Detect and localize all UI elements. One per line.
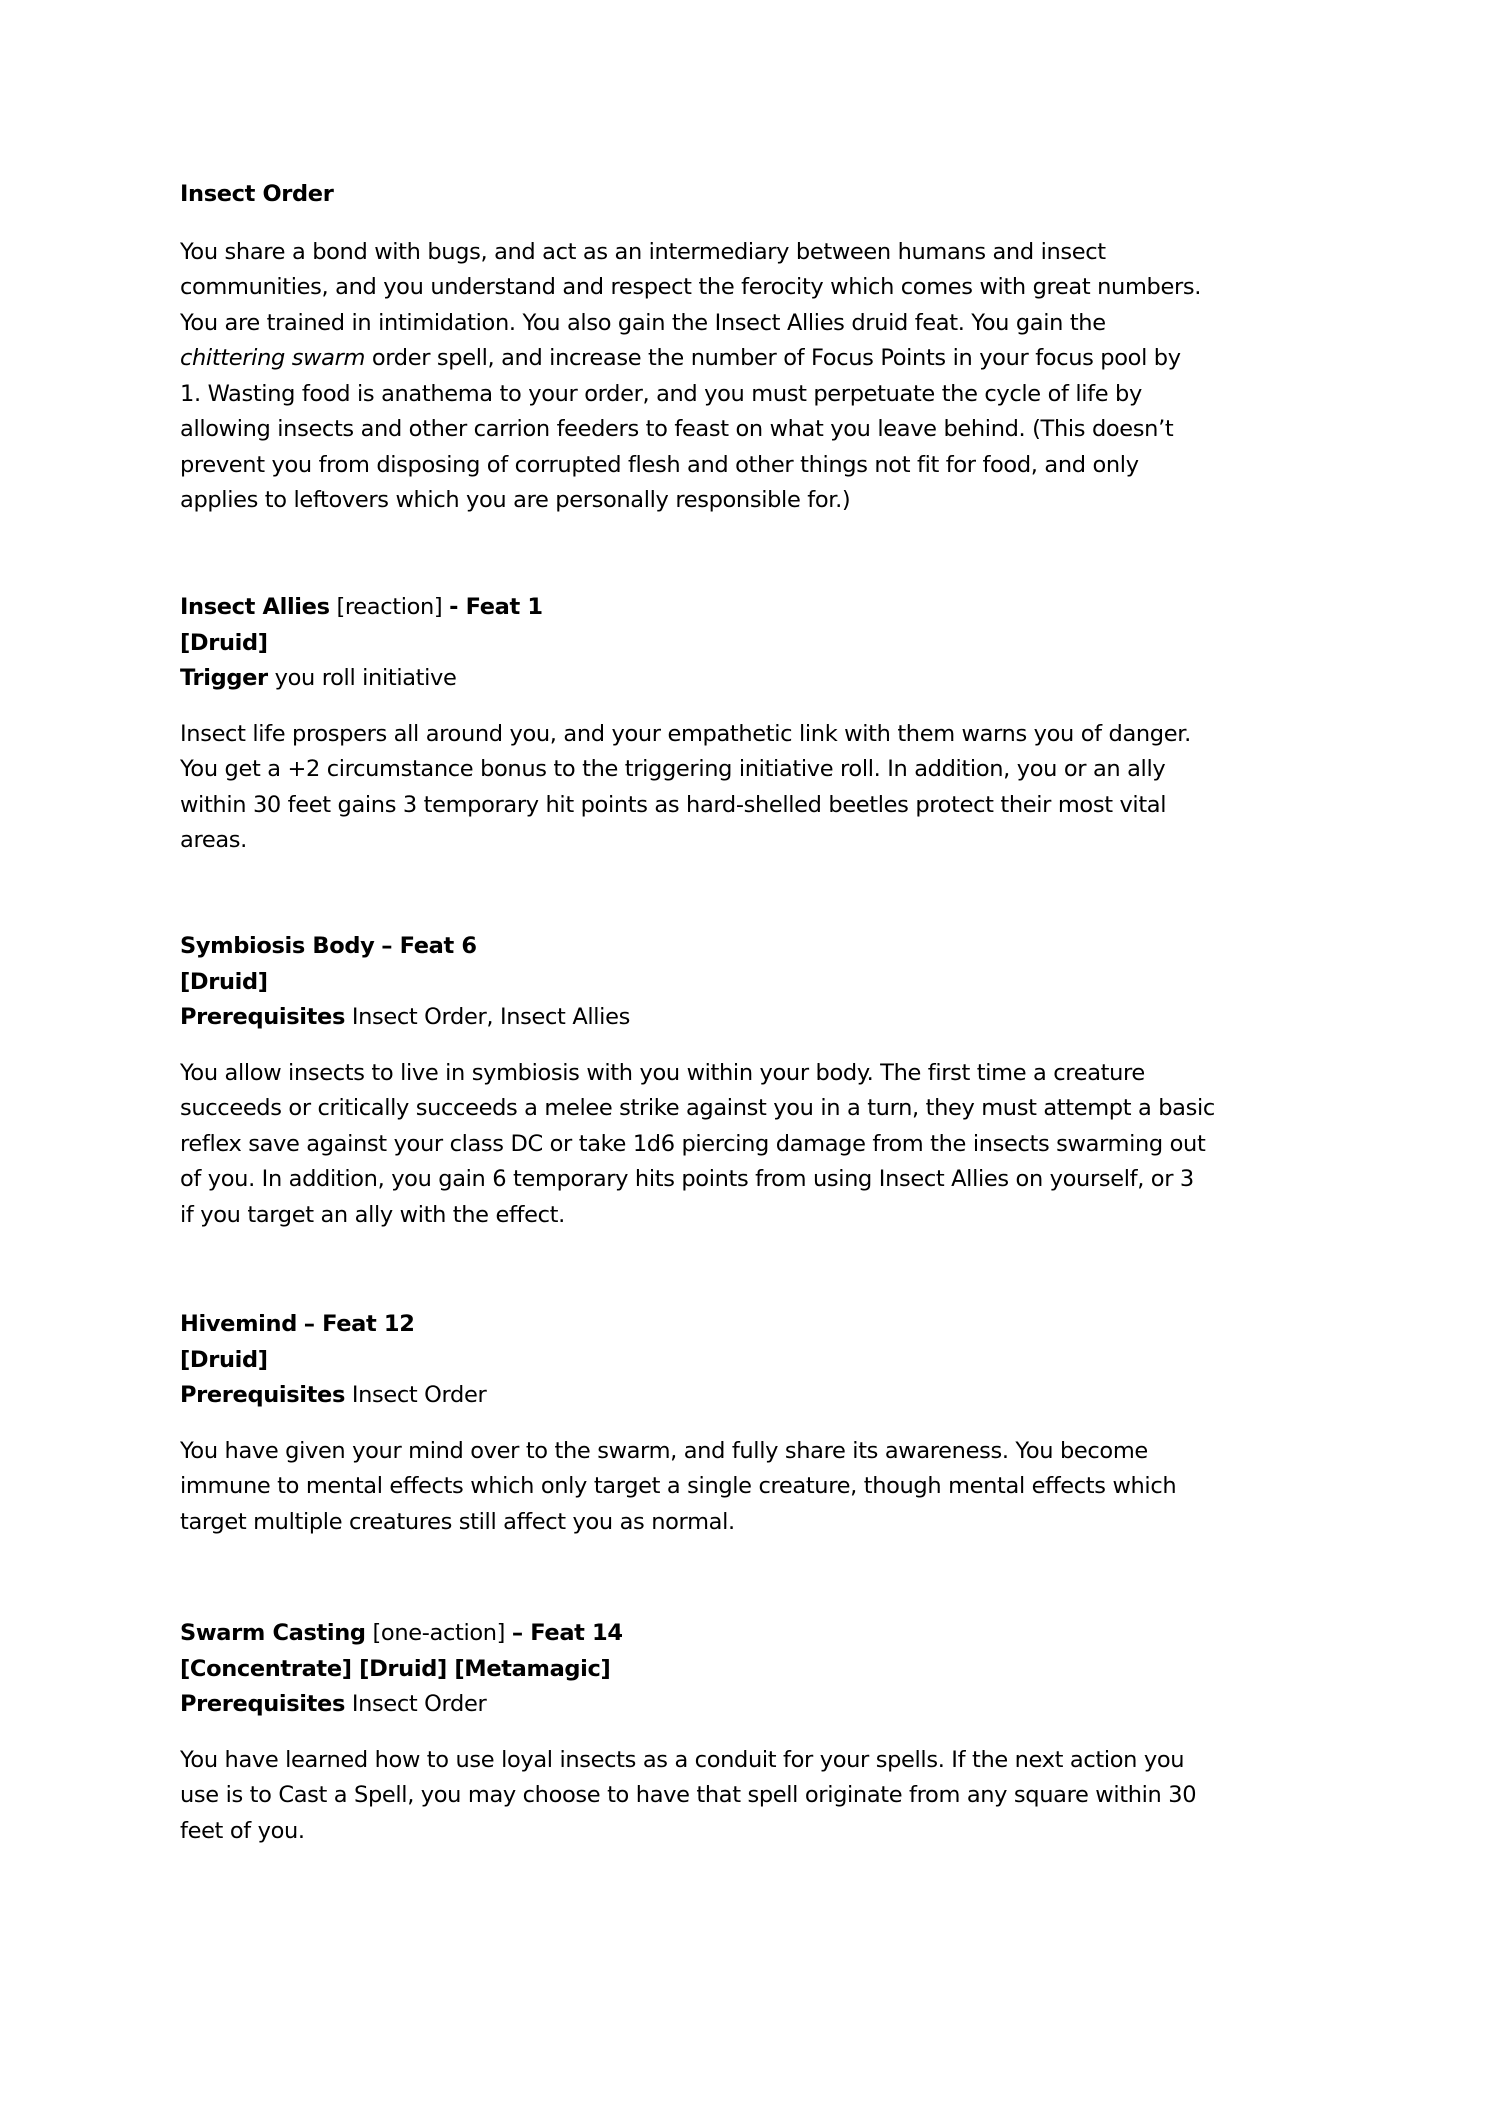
body-line: communities, and you understand and respect the ferocity which comes with great numbers. (180, 274, 1202, 300)
feat-header (180, 590, 1340, 626)
body-line: Insect life prospers all around you, and your empathetic link with them warns you of danger. (180, 720, 1191, 747)
feat-swarm-casting (180, 1616, 1340, 1849)
body-line: reflex save against your class DC or take 1d6 piercing damage from the insects swarming out (180, 1130, 1206, 1157)
body-line (180, 341, 1340, 377)
section-body (180, 235, 1340, 519)
body-line: target multiple creatures still affect you as normal. (180, 1508, 735, 1535)
body-line: You have given your mind over to the swarm, and fully share its awareness. You become (180, 1437, 1148, 1464)
feat-traits: [Concentrate] [Druid] [Metamagic] (180, 1655, 611, 1682)
trigger-label: Trigger (180, 665, 268, 691)
body-line: 1. Wasting food is anathema to your order, and you must perpetuate the cycle of life by (180, 380, 1142, 407)
prerequisites-label: Prerequisites (180, 1004, 346, 1030)
feat-symbiosis-body (180, 929, 1340, 1233)
prerequisites-label: Prerequisites (180, 1382, 346, 1408)
trigger-value: you roll initiative (274, 665, 457, 691)
feat-level: – Feat 12 (303, 1311, 415, 1337)
action-icon: [reaction] (336, 594, 443, 620)
prerequisites-value: Insect Order (351, 1691, 487, 1717)
body-line: succeeds or critically succeeds a melee strike against you in a turn, they must attempt a basic (180, 1095, 1215, 1121)
feat-traits: [Druid] (180, 968, 268, 995)
feat-name: Insect Allies (180, 594, 330, 620)
body-line: within 30 feet gains 3 temporary hit points as hard-shelled beetles protect their most vital (180, 791, 1167, 818)
body-line: You share a bond with bugs, and act as an intermediary between humans and insect (180, 238, 1106, 265)
body-line: use is to Cast a Spell, you may choose to have that spell originate from any square within 30 (180, 1782, 1197, 1808)
body-line: You allow insects to live in symbiosis with you within your body. The first time a creature (180, 1059, 1145, 1086)
feat-name: Symbiosis Body (180, 933, 375, 959)
body-line: You get a +2 circumstance bonus to the triggering initiative roll. In addition, you or an ally (180, 756, 1166, 782)
feat-level: – Feat 14 (511, 1620, 623, 1646)
feat-header (180, 1307, 1340, 1343)
body-line: allowing insects and other carrion feeders to feast on what you leave behind. (This doesn’t (180, 416, 1174, 442)
spell-name: chittering swarm (180, 345, 366, 371)
body-line: if you target an ally with the effect. (180, 1201, 565, 1228)
prerequisites-value: Insect Order (351, 1382, 487, 1408)
feat-prerequisites (180, 1000, 1340, 1036)
action-icon: [one-action] (372, 1620, 506, 1646)
feat-body (180, 1434, 1340, 1541)
prerequisites-value: Insect Order, Insect Allies (351, 1004, 630, 1030)
feat-prerequisites (180, 1378, 1340, 1414)
prerequisites-label: Prerequisites (180, 1691, 346, 1717)
section-title: Insect Order (180, 181, 334, 207)
body-line: You have learned how to use loyal insects as a conduit for your spells. If the next action you (180, 1746, 1185, 1773)
feat-header (180, 929, 1340, 965)
feat-traits: [Druid] (180, 629, 268, 656)
body-line: immune to mental effects which only target a single creature, though mental effects which (180, 1473, 1177, 1499)
feat-hivemind (180, 1307, 1340, 1540)
feat-header (180, 1616, 1340, 1652)
feat-name: Swarm Casting (180, 1620, 366, 1646)
feat-insect-allies (180, 590, 1340, 859)
feat-traits: [Druid] (180, 1346, 268, 1373)
feat-name: Hivemind (180, 1311, 297, 1337)
body-line: feet of you. (180, 1817, 305, 1844)
body-line: prevent you from disposing of corrupted flesh and other things not fit for food, and only (180, 451, 1139, 478)
feat-trigger (180, 661, 1340, 697)
feat-body (180, 1056, 1340, 1234)
body-text: order spell, and increase the number of Focus Points in your focus pool by (365, 345, 1181, 371)
feat-body (180, 1743, 1340, 1850)
body-line: areas. (180, 827, 247, 853)
body-line: You are trained in intimidation. You also gain the Insect Allies druid feat. You gain the (180, 309, 1106, 336)
feat-level: – Feat 6 (381, 933, 477, 959)
body-line: applies to leftovers which you are personally responsible for.) (180, 487, 851, 513)
section-insect-order (180, 177, 1340, 519)
body-line: of you. In addition, you gain 6 temporary hits points from using Insect Allies on yourself, or 3 (180, 1166, 1194, 1192)
feat-body (180, 717, 1340, 859)
feat-level: - Feat 1 (449, 594, 543, 620)
feat-prerequisites (180, 1687, 1340, 1723)
